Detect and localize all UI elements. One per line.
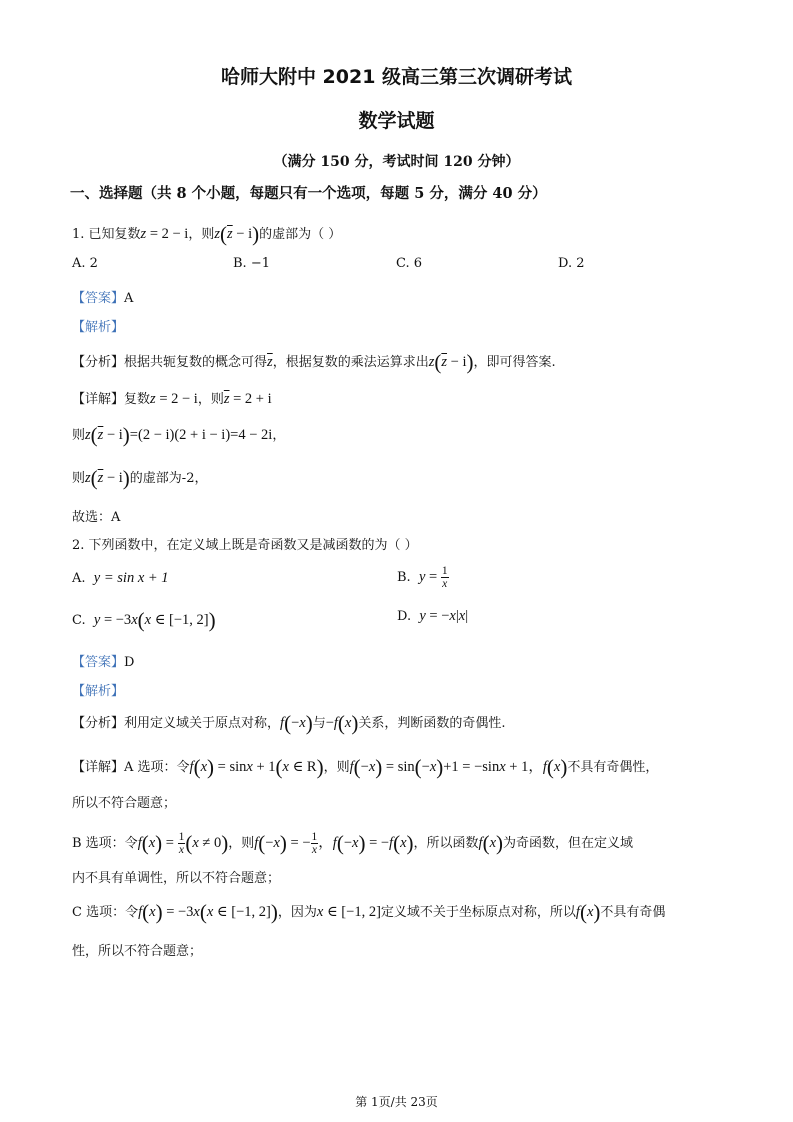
exam-info: （满分 150 分，考试时间 120 分钟） <box>273 154 520 170</box>
question-2-stem: 2. 下列函数中，在定义域上既是奇函数又是减函数的为（ ） <box>72 538 418 553</box>
q2-option-a: A. y = sin x + 1 <box>72 570 169 586</box>
q2-analysis-tag: 【解析】 <box>72 684 125 699</box>
q2-detail-a-end: 所以不符合题意； <box>72 796 177 811</box>
choice-b: B. −1 <box>233 256 270 271</box>
q2-detail-c-end: 性，所以不符合题意； <box>72 944 203 959</box>
q2-detail-a: 【详解】A 选项：令f(x) = sinx + 1(x ∈ R)，则f(−x) = sin(−x)+1 = −sinx + 1，f(x)不具有奇偶性， <box>72 755 659 779</box>
q1-imag-line: 则$z(\overline{z} - i)$的虚部为-2， <box>72 466 208 490</box>
q2-fenxi: 【分析】利用定义域关于原点对称，f(−x)与−f(x)关系，判断函数的奇偶性. <box>72 711 506 735</box>
choice-d: D. 2 <box>558 256 585 271</box>
answer-line: 【答案】A <box>72 291 134 306</box>
analysis-tag: 【解析】 <box>72 320 125 335</box>
q2-detail-b-end: 内不具有单调性，所以不符合题意； <box>72 871 281 886</box>
question-1-stem: 1. 已知复数z = 2 − i，则$z(\overline{z} - i)$的虚部为（ ） <box>72 222 342 246</box>
q2-detail-c: C 选项：令f(x) = −3x(x ∈ [−1, 2])，因为x ∈ [−1, 2]定义域不关于坐标原点对称，所以f(x)不具有奇偶 <box>72 900 666 924</box>
q1-conclusion: 故选：A <box>72 510 121 525</box>
q1-calc-line: 则$z(\overline{z} - i)=(2 - i)(2 + i - i)=4 - 2i$， <box>72 423 286 447</box>
q1-fenxi: 【分析】根据共轭复数的概念可得$\overline{z}$，根据复数的乘法运算求出$z(\overline{z} - i)$，即可得答案. <box>72 350 556 374</box>
q1-detail: 【详解】复数z = 2 − i，则$\overline{z} = 2 + i$ <box>72 391 272 407</box>
choice-a: A. 2 <box>72 256 98 271</box>
choice-c: C. 6 <box>396 256 423 271</box>
q2-answer-line: 【答案】D <box>72 655 135 670</box>
q2-option-c: C. y = −3x(x ∈ [−1, 2]) <box>72 608 216 632</box>
q2-option-d: D. y = −x|x| <box>397 608 469 624</box>
subject-title: 数学试题 <box>358 110 435 132</box>
section-heading: 一、选择题（共 8 个小题，每题只有一个选项，每题 5 分，满分 40 分） <box>70 185 547 202</box>
q2-option-b: B. y = $\frac{1}{x}$ <box>397 565 448 590</box>
page-number: 第 1页/共 23页 <box>355 1095 438 1109</box>
exam-title: 哈师大附中 2021 级高三第三次调研考试 <box>220 66 573 88</box>
q2-detail-b: B 选项：令f(x) = $\frac{1}{x}$ (x ≠ 0)，则f(−x) = − $\frac{1}{x}$ ，f(−x) = −f(x)，所以函数f(x)为奇函数，但在定义域 <box>72 831 634 856</box>
